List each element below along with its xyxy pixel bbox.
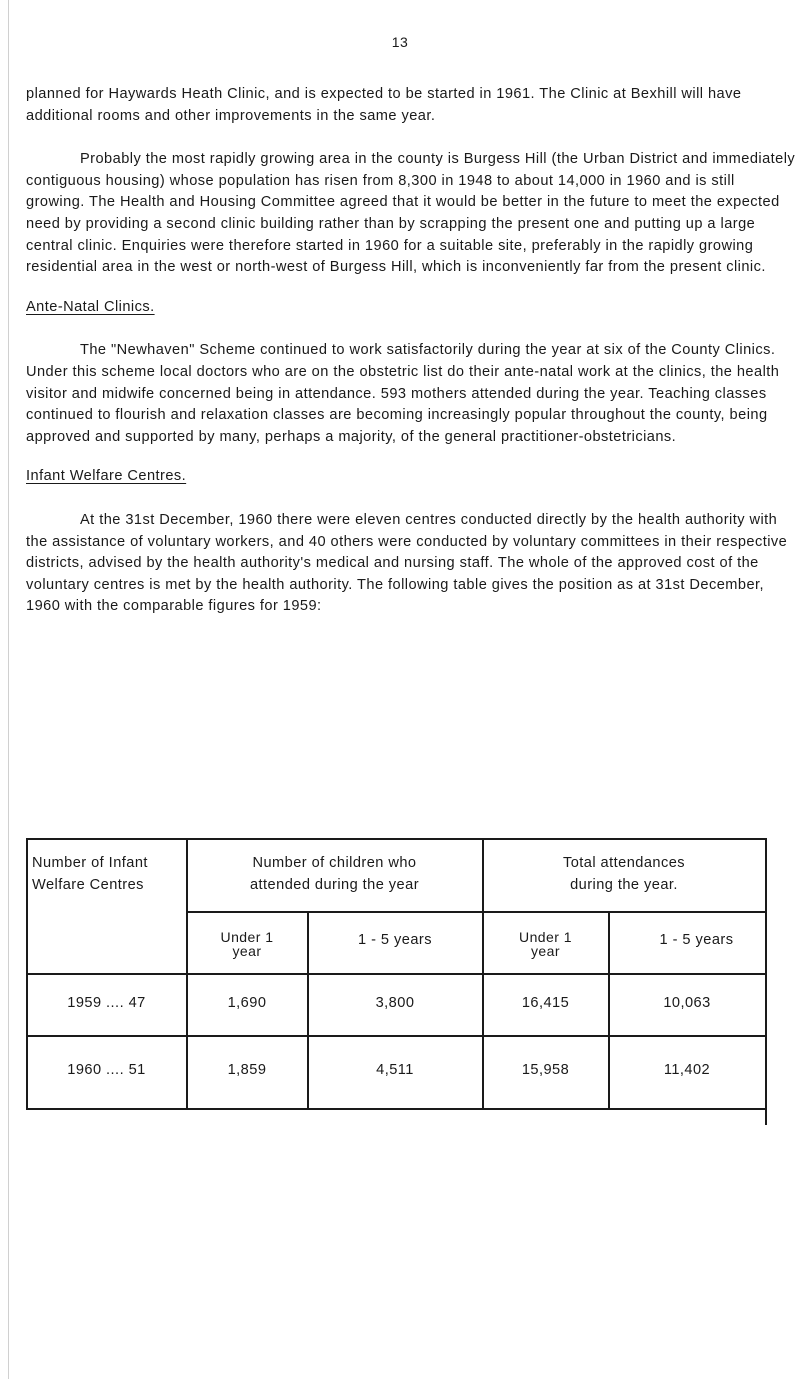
- header-centres: Number of Infant Welfare Centres: [32, 855, 148, 893]
- row-1960-label: 1960 .... 51: [67, 1062, 146, 1078]
- row-1959-attendances-1-5: 10,063: [663, 995, 711, 1011]
- subheader-children-under-1: Under 1 year: [220, 929, 274, 959]
- table-top-rule: [26, 838, 766, 840]
- paragraph-newhaven-scheme: The "Newhaven" Scheme continued to work satisfactorily during the year at six of the County Clinics. Under this scheme local doctors who are on the obstetric list do their ante-natal work at the clinics, the health visitor and midwife concerned being in attendance. 593 mothers attended during the year. Teaching classes continued to flourish and relaxation classes are becoming increasingly popular throughout the county, being approved and supported by many, perhaps a majority, of the general practitioner-obstetricians.: [26, 342, 780, 445]
- row-1960-attendances-1-5: 11,402: [663, 1062, 711, 1078]
- subheader-attendances-under-1: Under 1 year: [519, 929, 572, 959]
- subheader-attendances-1-5: 1 - 5 years: [659, 932, 734, 948]
- row-1960-children-1-5: 4,511: [376, 1062, 414, 1078]
- page-margin-line: [8, 0, 9, 1379]
- heading-infant-welfare-centres: Infant Welfare Centres.: [26, 468, 187, 485]
- row-1959-children-1-5: 3,800: [375, 995, 415, 1011]
- paragraph-burgess-hill: Probably the most rapidly growing area in the county is Burgess Hill (the Urban District and immediately contiguous housing) whose population has risen from 8,300 in 1948 to about 14,000 in 1960 and is still growing. The Health and Housing Committee agreed that it would be better in the future to meet the expected need by providing a second clinic building rather than by scrapping the present one and putting up a large central clinic. Enquiries were therefore started in 1960 for a suitable site, preferably in the rapidly growing residential area in the west or north-west of Burgess Hill, which is inconveniently far from the present clinic.: [26, 151, 796, 276]
- row-1959-attendances-under-1: 16,415: [521, 995, 570, 1011]
- row-1960-attendances-under-1: 15,958: [521, 1062, 570, 1078]
- paragraph-infant-welfare: At the 31st December, 1960 there were eleven centres conducted directly by the health authority with the assistance of voluntary workers, and 40 others were conducted by voluntary committees in their respective districts, advised by the health authority's medical and nursing staff. The whole of the approved cost of the voluntary centres is met by the health authority. The following table gives the position as at 31st December, 1960 with the comparable figures for 1959:: [26, 511, 788, 615]
- row-1959-children-under-1: 1,690: [227, 995, 267, 1011]
- infant-welfare-table: [10, 838, 790, 1138]
- row-1959-label: 1959 .... 47: [67, 995, 146, 1011]
- table-header-rule: [186, 911, 766, 913]
- subheader-children-1-5: 1 - 5 years: [358, 932, 432, 948]
- table-bottom-rule: [26, 1108, 766, 1110]
- table-subheader-rule: [26, 973, 766, 975]
- header-total-attendances: Total attendances during the year.: [562, 855, 686, 893]
- document-body: [26, 84, 796, 618]
- header-children-attended: Number of children who attended during the year: [249, 855, 419, 893]
- table-right-rule: [765, 838, 767, 1125]
- row-1960-children-under-1: 1,859: [227, 1062, 267, 1078]
- paragraph-haywards-heath: planned for Haywards Heath Clinic, and is expected to be started in 1961. The Clinic at Bexhill will have additional rooms and other improvements in the same year.: [26, 86, 742, 124]
- table-row-rule: [26, 1035, 766, 1037]
- heading-ante-natal-clinics: Ante-Natal Clinics.: [26, 298, 155, 315]
- page-number: 13: [391, 34, 409, 50]
